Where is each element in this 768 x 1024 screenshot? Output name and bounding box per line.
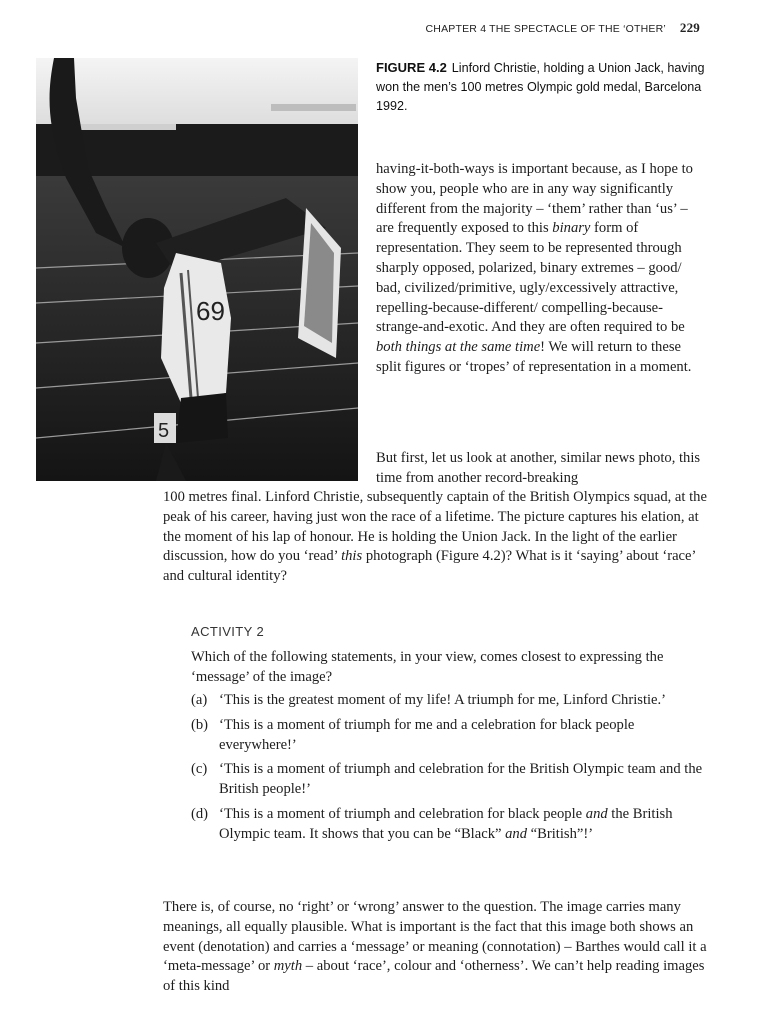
text-run: 100 metres final. Linford Christie, subsequently captain of the British Olympics squad, at the peak of his career, having just won the race of a lifetime. The picture captures his elation, at the moment of his lap of honour. He is holding the Union Jack. In the light of the earlier discussion, how do you ‘read’ — [163, 489, 707, 565]
text-run: – about ‘race’, colour and ‘otherness’. We can’t help reading images of this kind — [163, 958, 705, 995]
figure-label: FIGURE 4.2 — [376, 60, 447, 75]
option-label: (d) — [191, 805, 209, 822]
option-text: ‘This is a moment of triumph and celebration for black people — [219, 805, 586, 822]
option-text: ‘This is the greatest moment of my life! A triumph for me, Linford Christie.’ — [219, 692, 667, 708]
option-c — [191, 760, 706, 800]
text-run: ! We will return to these split figures or ‘tropes’ of representation in a moment. — [376, 339, 692, 375]
option-label: (a) — [191, 692, 208, 708]
text-run: photograph (Figure 4.2)? What is it ‘saying’ about ‘race’ and cultural identity? — [163, 548, 696, 585]
option-a — [191, 691, 706, 711]
emphasis: and — [505, 825, 528, 842]
text-run: form of representation. They seem to be represented through sharply opposed, polarized, binary extremes – good/ bad, civilized/primitive, ugly/excessively attractive, repelling-because-different/ compelling-because-strange-and-exotic. And they are often required to be — [376, 220, 685, 336]
figure-caption-text: Linford Christie, holding a Union Jack, having won the men’s 100 metres Olympic gold medal, Barcelona 1992. — [376, 61, 705, 113]
option-d — [191, 805, 706, 845]
emphasis: this — [341, 548, 363, 565]
text-run: There is, of course, no ‘right’ or ‘wrong’ answer to the question. The image carries many meanings, all equally plausible. What is important is the fact that this image both shows an event (denotation) and carries a ‘message’ or meaning (connotation) – Barthes would call it a ‘meta-message’ or — [163, 899, 707, 975]
text-run: having-it-both-ways is important because, as I hope to show you, people who are in any way significantly different from the majority – ‘them’ rather than ‘us’ – are frequently exposed to this — [376, 161, 693, 237]
body-paragraph-2-start — [376, 449, 706, 489]
lane-number: 5 — [158, 420, 170, 442]
body-paragraph-3 — [163, 898, 708, 997]
option-text: ‘This is a moment of triumph for me and a celebration for black people everywhere!’ — [219, 716, 635, 753]
emphasis: myth — [273, 958, 303, 975]
activity-options — [191, 691, 706, 850]
athlete-photo-illustration — [36, 58, 358, 481]
figure-photo — [36, 58, 358, 481]
option-text: “British”!’ — [527, 825, 594, 842]
emphasis: both things at the same time — [376, 339, 541, 356]
option-b — [191, 716, 706, 756]
option-text: ‘This is a moment of triumph and celebration for the British Olympic team and the British people!’ — [219, 761, 703, 798]
option-text: the British Olympic team. It shows that you can be “Black” — [219, 805, 673, 842]
option-label: (b) — [191, 716, 209, 733]
running-header — [380, 20, 700, 36]
emphasis: and — [585, 805, 608, 822]
figure-caption — [376, 58, 706, 116]
bib-number: 69 — [196, 296, 225, 326]
text-run: But first, let us look at another, similar news photo, this time from another record-breaking — [376, 450, 701, 486]
activity-heading: ACTIVITY 2 — [191, 624, 265, 639]
activity-question: Which of the following statements, in your view, comes closest to expressing the ‘message’ of the image? — [191, 649, 664, 685]
page-number: 229 — [679, 20, 700, 35]
body-paragraph-1 — [376, 160, 706, 378]
option-label: (c) — [191, 761, 208, 778]
body-paragraph-2-continued — [163, 488, 708, 587]
emphasis: binary — [552, 220, 591, 237]
running-head: CHAPTER 4 THE SPECTACLE OF THE ‘OTHER’ — [425, 23, 666, 35]
